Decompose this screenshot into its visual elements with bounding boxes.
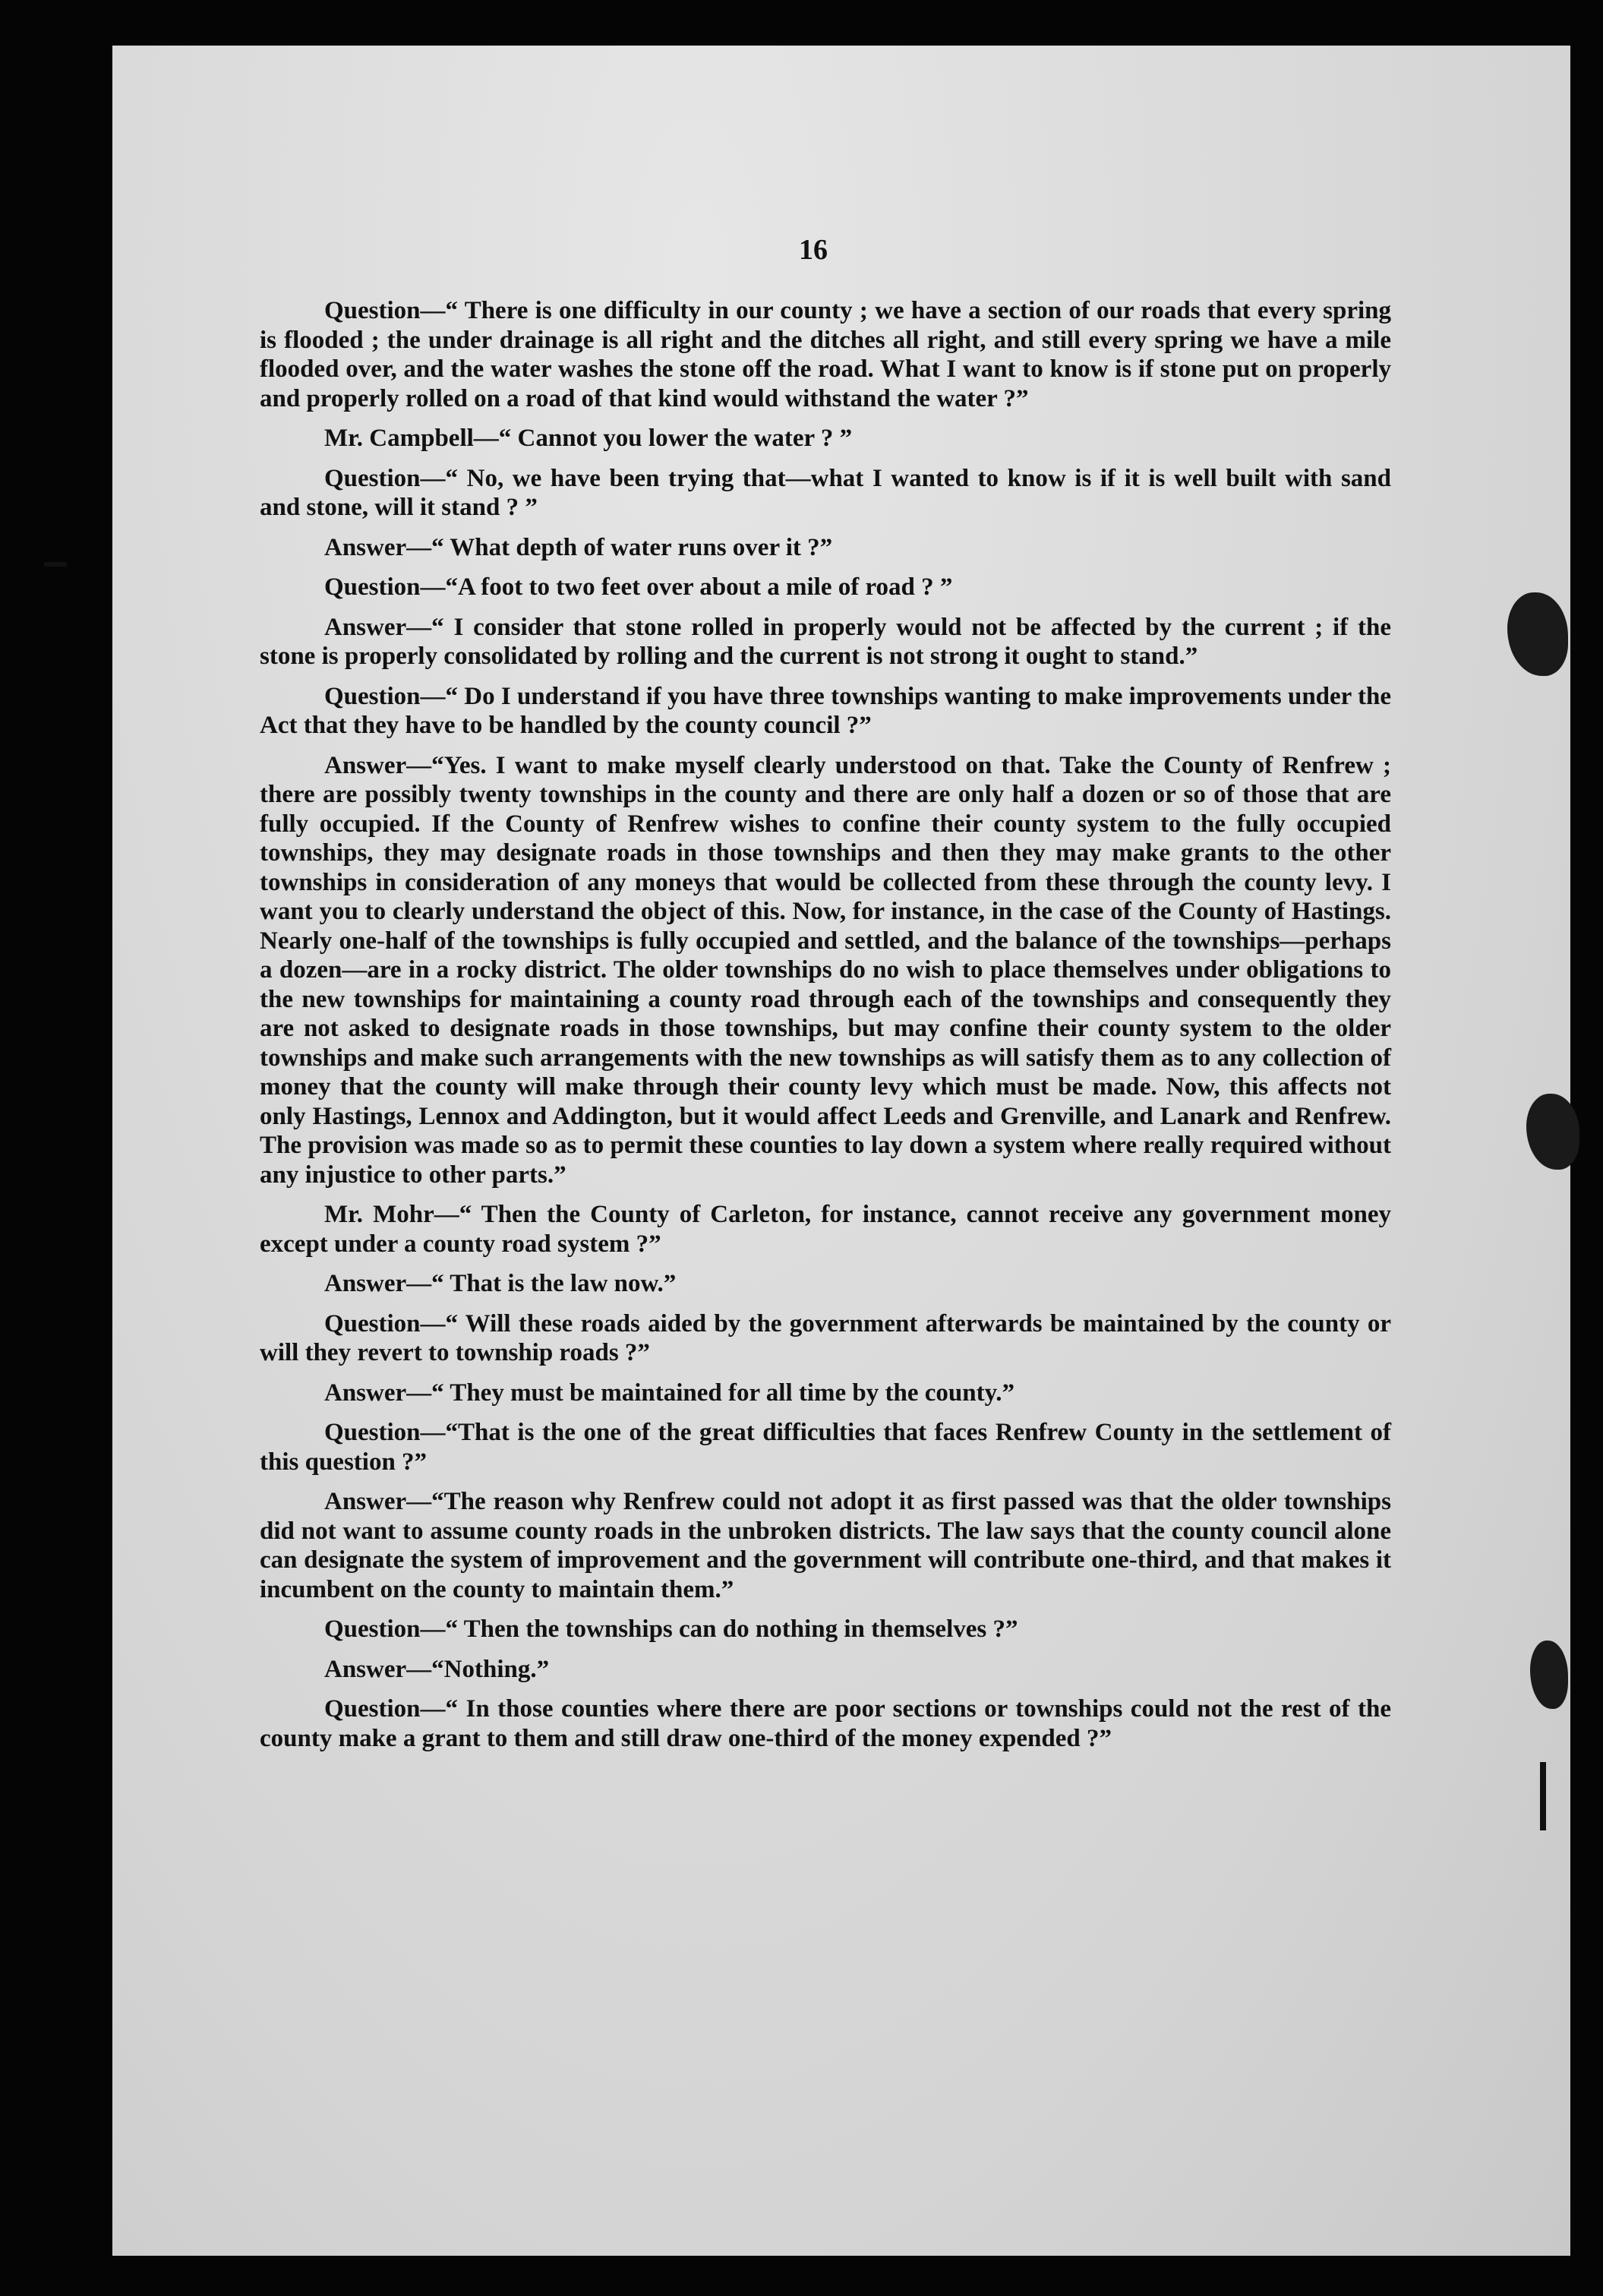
paragraph: Answer—“ I consider that stone rolled in properly would not be affected by the current ; if the stone is properly consolidated by rolling and the current is not strong it ought to stand.”	[260, 613, 1391, 670]
paragraph: Question—“ Do I understand if you have three townships wanting to make improvements under the Act that they have to be handled by the county council ?”	[260, 682, 1391, 739]
paragraph: Question—“ Then the townships can do nothing in themselves ?”	[324, 1615, 1018, 1643]
paragraph: Mr. Campbell—“ Cannot you lower the water ? ”	[324, 425, 853, 452]
paragraph: Question—“ No, we have been trying that—what I wanted to know is if it is well built with sand and stone, will it stand ? ”	[260, 464, 1391, 521]
paragraph: Mr. Mohr—“ Then the County of Carleton, for instance, cannot receive any government money except under a county road system ?”	[260, 1201, 1391, 1258]
paragraph: Answer—“ That is the law now.”	[324, 1270, 677, 1297]
scan-mark	[1540, 1762, 1546, 1830]
paragraph: Question—“A foot to two feet over about a mile of road ? ”	[324, 573, 953, 601]
paragraph: Question—“That is the one of the great difficulties that faces Renfrew County in the settlement of this question ?”	[260, 1419, 1391, 1476]
paragraph: Answer—“The reason why Renfrew could not adopt it as first passed was that the older townships did not want to assume county roads in the unbroken districts. The law says that the county council alone can designate the system of improvement and the government will contribute one-third, and that makes it incumbent on the county to maintain them.”	[260, 1488, 1391, 1603]
page-number: 16	[799, 234, 828, 266]
scan-mark	[44, 562, 67, 567]
paragraph: Answer—“ They must be maintained for all time by the county.”	[324, 1379, 1015, 1407]
body-text	[260, 296, 1391, 1764]
paragraph: Question—“ Will these roads aided by the government afterwards be maintained by the county or will they revert to township roads ?”	[260, 1309, 1391, 1366]
paragraph: Answer—“ What depth of water runs over it ?”	[324, 533, 833, 561]
paragraph: Answer—“Nothing.”	[324, 1655, 550, 1683]
paragraph: Answer—“Yes. I want to make myself clearly understood on that. Take the County of Renfrew ; there are possibly twenty townships in the county and there are only half a dozen or so of those that are fully occupied. If the County of Renfrew wishes to confine their county system to the fully occupied townships, they may designate roads in those townships and then they may make grants to the other townships in consideration of any moneys that would be collected from these through the county levy. I want you to clearly understand the object of this. Now, for instance, in the case of the County of Hastings. Nearly one-half of the townships is fully occupied and settled, and the balance of the townships—perhaps a dozen—are in a rocky district. The older townships do no wish to place themselves under obligations to the new townships for maintaining a county road through each of the townships and consequently they are not asked to designate roads in those townships, but may confine their county system to the older townships and make such arrangements with the new townships as will satisfy them as to any collection of money that the county will make through their county levy which must be made. Now, this affects not only Hastings, Lennox and Addington, but it would affect Leeds and Grenville, and Lanark and Renfrew. The provision was made so as to permit these counties to lay down a system where really required without any injustice to other parts.”	[260, 751, 1391, 1189]
paragraph: Question—“ There is one difficulty in our county ; we have a section of our roads that every spring is flooded ; the under drainage is all right and the ditches all right, and still every spring we have a mile flooded over, and the water washes the stone off the road. What I want to know is if stone put on properly and properly rolled on a road of that kind would withstand the water ?”	[260, 297, 1391, 412]
paragraph: Question—“ In those counties where there are poor sections or townships could not the rest of the county make a grant to them and still draw one-third of the money expended ?”	[260, 1695, 1391, 1752]
